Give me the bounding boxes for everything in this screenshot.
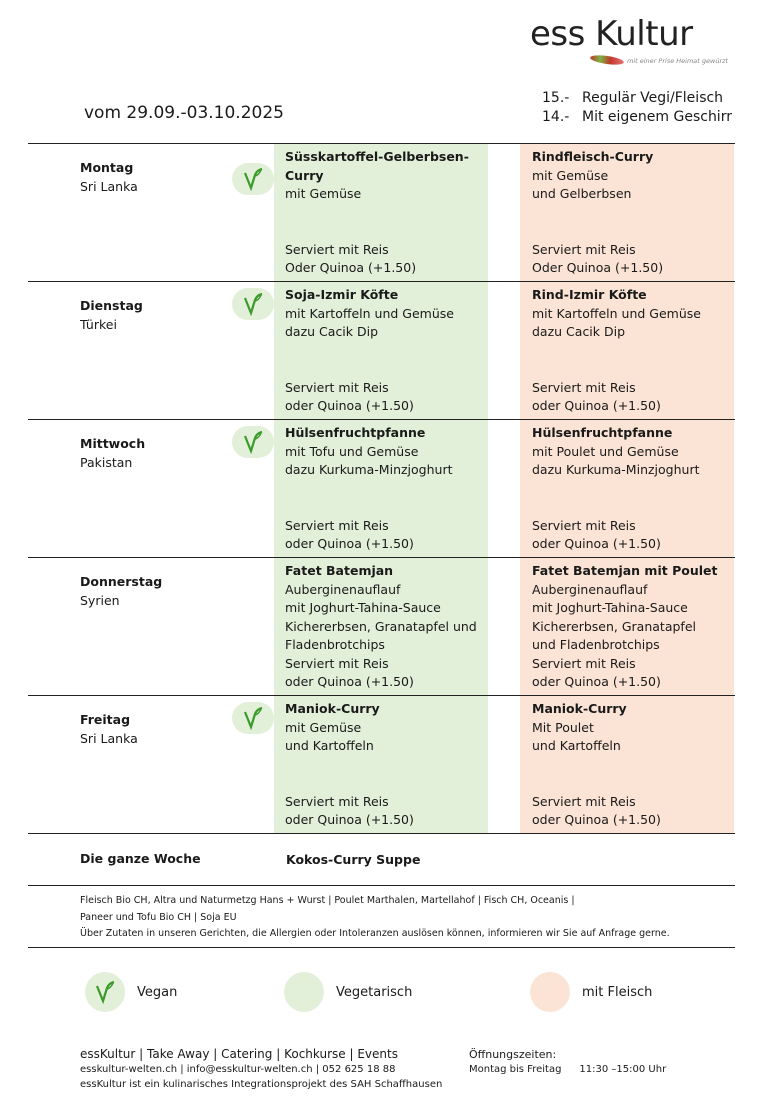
- meat-dish: Hülsenfruchtpfanne mit Poulet und Gemüse dazu Kurkuma-Minzjoghurt Serviert mit Reis oder Quinoa (+1.50): [532, 425, 700, 551]
- week-range: vom 29.09.-03.10.2025: [84, 103, 284, 123]
- vegan-icon: [232, 288, 274, 320]
- vegetarian-dish: Soja-Izmir Köfte mit Kartoffeln und Gemüse dazu Cacik Dip Serviert mit Reis oder Quinoa (+1.50): [285, 287, 454, 413]
- day-label: Mittwoch Pakistan: [80, 436, 146, 470]
- day-label: Montag Sri Lanka: [80, 160, 138, 194]
- legend-vegan: Vegan: [85, 972, 177, 1012]
- day-row: [0, 695, 780, 833]
- divider: [28, 419, 735, 420]
- vegan-icon: [232, 163, 274, 195]
- legend-meat: mit Fleisch: [530, 972, 652, 1012]
- meat-dish: Fatet Batemjan mit Poulet Auberginenauflauf mit Joghurt-Tahina-Sauce Kichererbsen, Granatapfel und Fladenbrotchips Serviert mit Reis oder Quinoa (+1.50): [532, 563, 718, 689]
- meat-swatch: [530, 972, 570, 1012]
- vegetarian-dish: Maniok-Curry mit Gemüse und Kartoffeln Serviert mit Reis oder Quinoa (+1.50): [285, 701, 414, 827]
- vegetarian-swatch: [284, 972, 324, 1012]
- divider: [28, 695, 735, 696]
- meat-dish: Rind-Izmir Köfte mit Kartoffeln und Gemüse dazu Cacik Dip Serviert mit Reis oder Quinoa (+1.50): [532, 287, 701, 413]
- day-label: Freitag Sri Lanka: [80, 712, 138, 746]
- day-row: [0, 557, 780, 695]
- price-item: 15.- Regulär Vegi/Fleisch: [542, 90, 724, 106]
- divider: [28, 947, 735, 948]
- meat-dish: Rindfleisch-Curry mit Gemüse und Gelberbsen Serviert mit Reis Oder Quinoa (+1.50): [532, 149, 664, 275]
- meat-dish: Maniok-Curry Mit Poulet und Kartoffeln Serviert mit Reis oder Quinoa (+1.50): [532, 701, 661, 827]
- vegan-icon: [232, 426, 274, 458]
- divider: [28, 281, 735, 282]
- chili-icon: [590, 54, 625, 67]
- opening-hours: Öffnungszeiten: Montag bis Freitag 11:30 –15:00 Uhr: [469, 1048, 667, 1075]
- vegetarian-dish: Süsskartoffel-Gelberbsen-Curry mit Gemüse Serviert mit Reis Oder Quinoa (+1.50): [285, 149, 469, 275]
- day-row: [0, 143, 780, 281]
- logo: ess Kultur: [530, 14, 693, 54]
- sourcing-notes: Fleisch Bio CH, Altra und Naturmetzg Hans + Wurst | Poulet Marthalen, Martellahof | Fisch CH, Oceanis | Paneer und Tofu Bio CH | Soja EU Über Zutaten in unseren Gerichten, die Allergien oder Intoleranzen auslösen können, informieren wir Sie auf Anfrage gerne.: [80, 895, 670, 939]
- legend-vegetarian: Vegetarisch: [284, 972, 412, 1012]
- divider: [28, 885, 735, 886]
- vegan-icon: [85, 972, 125, 1012]
- divider: [28, 557, 735, 558]
- day-label: Donnerstag Syrien: [80, 574, 163, 608]
- tagline: mit einer Prise Heimat gewürzt: [627, 57, 729, 65]
- day-row: [0, 281, 780, 419]
- vegan-icon: [232, 702, 274, 734]
- day-label: Dienstag Türkei: [80, 298, 143, 332]
- divider: [28, 833, 735, 834]
- whole-week-dish: Kokos-Curry Suppe: [286, 852, 421, 867]
- footer: essKultur | Take Away | Catering | Kochkurse | Events esskultur-welten.ch | info@esskultur-welten.ch | 052 625 18 88 essKultur ist ein kulinarisches Integrationsprojekt des SAH Schaffhausen: [80, 1047, 443, 1090]
- price-item: 14.- Mit eigenem Geschirr: [542, 109, 732, 125]
- whole-week-label: Die ganze Woche: [80, 851, 201, 866]
- vegetarian-dish: Fatet Batemjan Auberginenauflauf mit Joghurt-Tahina-Sauce Kichererbsen, Granatapfel und Fladenbrotchips Serviert mit Reis oder Quinoa (+1.50): [285, 563, 477, 689]
- price-list: [542, 89, 732, 127]
- day-row: [0, 419, 780, 557]
- divider: [28, 143, 735, 144]
- vegetarian-dish: Hülsenfruchtpfanne mit Tofu und Gemüse dazu Kurkuma-Minzjoghurt Serviert mit Reis oder Quinoa (+1.50): [285, 425, 453, 551]
